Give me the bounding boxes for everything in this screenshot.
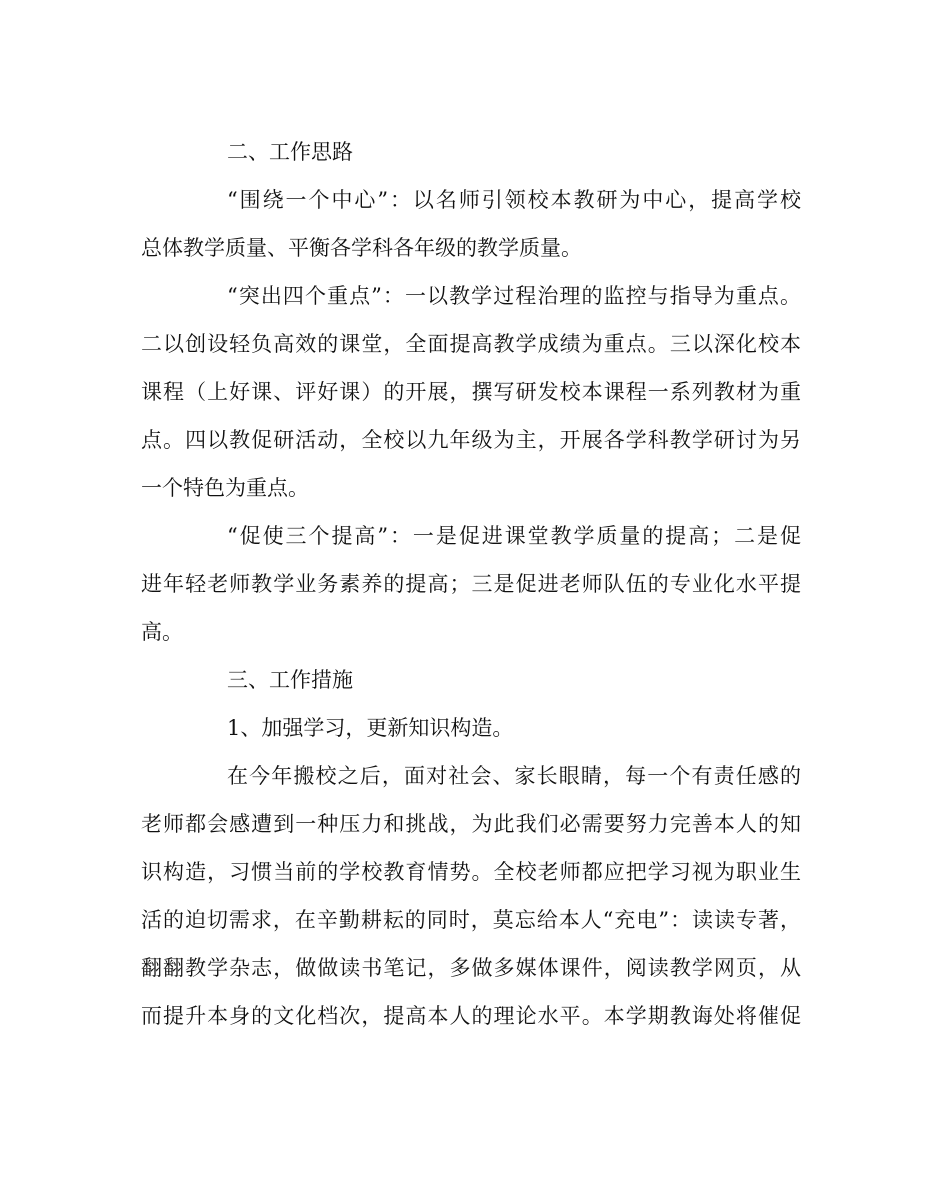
document-body xyxy=(141,128,801,1040)
paragraph-line: 课程（上好课、评好课）的开展，撰写研发校本课程一系列教材为重 xyxy=(141,380,801,404)
paragraph-line: 二以创设轻负高效的课堂，全面提高教学成绩为重点。三以深化校本 xyxy=(141,332,801,356)
section-heading-work-measures: 三、工作措施 xyxy=(227,668,353,692)
paragraph-line: 点。四以教促研活动，全校以九年级为主，开展各学科教学研讨为另 xyxy=(141,428,801,452)
paragraph-line: 活的迫切需求，在辛勤耕耘的同时，莫忘给本人“充电”：读读专著， xyxy=(141,908,801,932)
paragraph-line: “突出四个重点”：一以教学过程治理的监控与指导为重点。 xyxy=(227,284,801,308)
paragraph-line: 一个特色为重点。 xyxy=(141,476,309,500)
paragraph-line: 识构造，习惯当前的学校教育情势。全校老师都应把学习视为职业生 xyxy=(141,860,801,884)
paragraph-line: 老师都会感遭到一种压力和挑战，为此我们必需要努力完善本人的知 xyxy=(141,812,801,836)
paragraph-line: 翻翻教学杂志，做做读书笔记，多做多媒体课件，阅读教学网页，从 xyxy=(141,956,801,980)
section-heading-work-ideas: 二、工作思路 xyxy=(227,140,353,164)
paragraph-line: “围绕一个中心”：以名师引领校本教研为中心，提高学校 xyxy=(227,188,801,212)
paragraph-line: “促使三个提高”：一是促进课堂教学质量的提高；二是促 xyxy=(227,524,801,548)
paragraph-line: 高。 xyxy=(141,620,183,644)
subheading-learning: 1、加强学习，更新知识构造。 xyxy=(227,716,514,740)
paragraph-line: 进年轻老师教学业务素养的提高；三是促进老师队伍的专业化水平提 xyxy=(141,572,801,596)
paragraph-line: 总体教学质量、平衡各学科各年级的教学质量。 xyxy=(141,236,582,260)
paragraph-line: 而提升本身的文化档次，提高本人的理论水平。本学期教诲处将催促 xyxy=(141,1004,801,1028)
paragraph-line: 在今年搬校之后，面对社会、家长眼睛，每一个有责任感的 xyxy=(227,764,801,788)
